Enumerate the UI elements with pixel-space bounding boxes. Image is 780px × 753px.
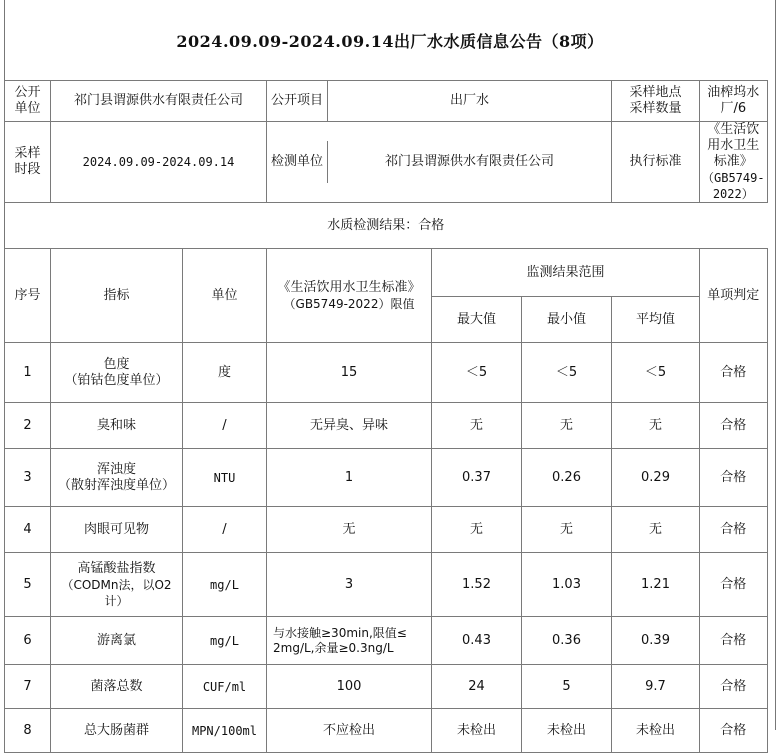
header-max: 最大值	[432, 297, 522, 343]
row-unit: 度	[183, 343, 267, 403]
header-range: 监测结果范围	[432, 249, 700, 297]
row-seq: 7	[5, 665, 51, 709]
sampling-value: 油榨坞水厂/6	[700, 81, 768, 122]
row-indicator: 浑浊度 （散射浑浊度单位）	[51, 449, 183, 507]
row-seq: 1	[5, 343, 51, 403]
row-seq: 2	[5, 403, 51, 449]
public-item-label: 公开项目	[267, 81, 328, 121]
row-avg: 无	[612, 507, 700, 553]
row-judge: 合格	[700, 665, 768, 709]
public-unit-label: 公开 单位	[5, 81, 51, 122]
row-max: 0.43	[432, 617, 522, 665]
row-indicator: 总大肠菌群	[51, 709, 183, 753]
row-limit: 无异臭、异味	[267, 403, 432, 449]
row-judge: 合格	[700, 709, 768, 753]
row-limit: 无	[267, 507, 432, 553]
table-row	[5, 403, 768, 449]
row-judge: 合格	[700, 553, 768, 617]
row-unit: mg/L	[183, 617, 267, 665]
header-limit: 《生活饮用水卫生标准》 （GB5749-2022）限值	[267, 249, 432, 343]
row-seq: 5	[5, 553, 51, 617]
row-limit: 与水接触≥30min,限值≤ 2mg/L,余量≥0.3ng/L	[267, 617, 432, 665]
header-seq: 序号	[5, 249, 51, 343]
row-indicator: 肉眼可见物	[51, 507, 183, 553]
row-max: 24	[432, 665, 522, 709]
row-avg: ＜5	[612, 343, 700, 403]
row-unit: MPN/100ml	[183, 709, 267, 753]
row-max: ＜5	[432, 343, 522, 403]
row-indicator: 菌落总数	[51, 665, 183, 709]
table-row	[5, 709, 768, 753]
row-min: 未检出	[522, 709, 612, 753]
row-judge: 合格	[700, 449, 768, 507]
info-row-2	[5, 122, 768, 203]
result-row	[5, 203, 768, 249]
table-row	[5, 507, 768, 553]
row-indicator: 游离氯	[51, 617, 183, 665]
row-judge: 合格	[700, 507, 768, 553]
header-min: 最小值	[522, 297, 612, 343]
row-unit: /	[183, 507, 267, 553]
notice-title: 2024.09.09-2024.09.14出厂水水质信息公告（8项）	[176, 31, 604, 51]
row-indicator: 色度 （铂钴色度单位）	[51, 343, 183, 403]
sampling-label: 采样地点 采样数量	[612, 81, 700, 122]
row-avg: 无	[612, 403, 700, 449]
row-min: 无	[522, 403, 612, 449]
test-unit-value: 祁门县谓源供水有限责任公司	[384, 154, 554, 169]
row-seq: 8	[5, 709, 51, 753]
period-label: 采样 时段	[5, 122, 51, 203]
standard-label: 执行标准	[612, 122, 700, 203]
row-limit: 15	[267, 343, 432, 403]
row-unit: CUF/ml	[183, 665, 267, 709]
row-judge: 合格	[700, 343, 768, 403]
row-avg: 未检出	[612, 709, 700, 753]
row-max: 0.37	[432, 449, 522, 507]
row-max: 无	[432, 507, 522, 553]
row-min: 0.26	[522, 449, 612, 507]
public-item-value: 出厂水	[449, 93, 489, 108]
row-avg: 1.21	[612, 553, 700, 617]
table-row	[5, 343, 768, 403]
row-seq: 3	[5, 449, 51, 507]
row-limit: 3	[267, 553, 432, 617]
row-limit: 1	[267, 449, 432, 507]
row-max: 无	[432, 403, 522, 449]
row-min: ＜5	[522, 343, 612, 403]
row-unit: /	[183, 403, 267, 449]
row-judge: 合格	[700, 617, 768, 665]
row-min: 0.36	[522, 617, 612, 665]
table-row	[5, 553, 768, 617]
row-unit: mg/L	[183, 553, 267, 617]
row-max: 未检出	[432, 709, 522, 753]
row-max: 1.52	[432, 553, 522, 617]
table-row	[5, 617, 768, 665]
row-seq: 4	[5, 507, 51, 553]
row-indicator: 臭和味	[51, 403, 183, 449]
header-unit: 单位	[183, 249, 267, 343]
row-min: 1.03	[522, 553, 612, 617]
row-indicator: 高锰酸盐指数 （CODMn法，以O2计）	[51, 553, 183, 617]
info-row-1	[5, 81, 768, 122]
period-value: 2024.09.09-2024.09.14	[51, 122, 267, 203]
row-limit: 不应检出	[267, 709, 432, 753]
table-row	[5, 449, 768, 507]
row-unit: NTU	[183, 449, 267, 507]
header-avg: 平均值	[612, 297, 700, 343]
header-row-1	[5, 249, 768, 297]
row-seq: 6	[5, 617, 51, 665]
row-avg: 0.29	[612, 449, 700, 507]
row-min: 无	[522, 507, 612, 553]
table-row	[5, 665, 768, 709]
water-quality-table	[4, 80, 768, 753]
row-avg: 9.7	[612, 665, 700, 709]
row-min: 5	[522, 665, 612, 709]
result-line: 水质检测结果：合格	[5, 203, 768, 249]
row-limit: 100	[267, 665, 432, 709]
public-unit-value: 祁门县谓源供水有限责任公司	[51, 81, 267, 122]
header-judge: 单项判定	[700, 249, 768, 343]
row-avg: 0.39	[612, 617, 700, 665]
test-unit-label: 检测单位	[267, 141, 328, 183]
row-judge: 合格	[700, 403, 768, 449]
header-indicator: 指标	[51, 249, 183, 343]
standard-value: 《生活饮用水卫生标准》 （GB5749-2022）	[700, 122, 768, 203]
